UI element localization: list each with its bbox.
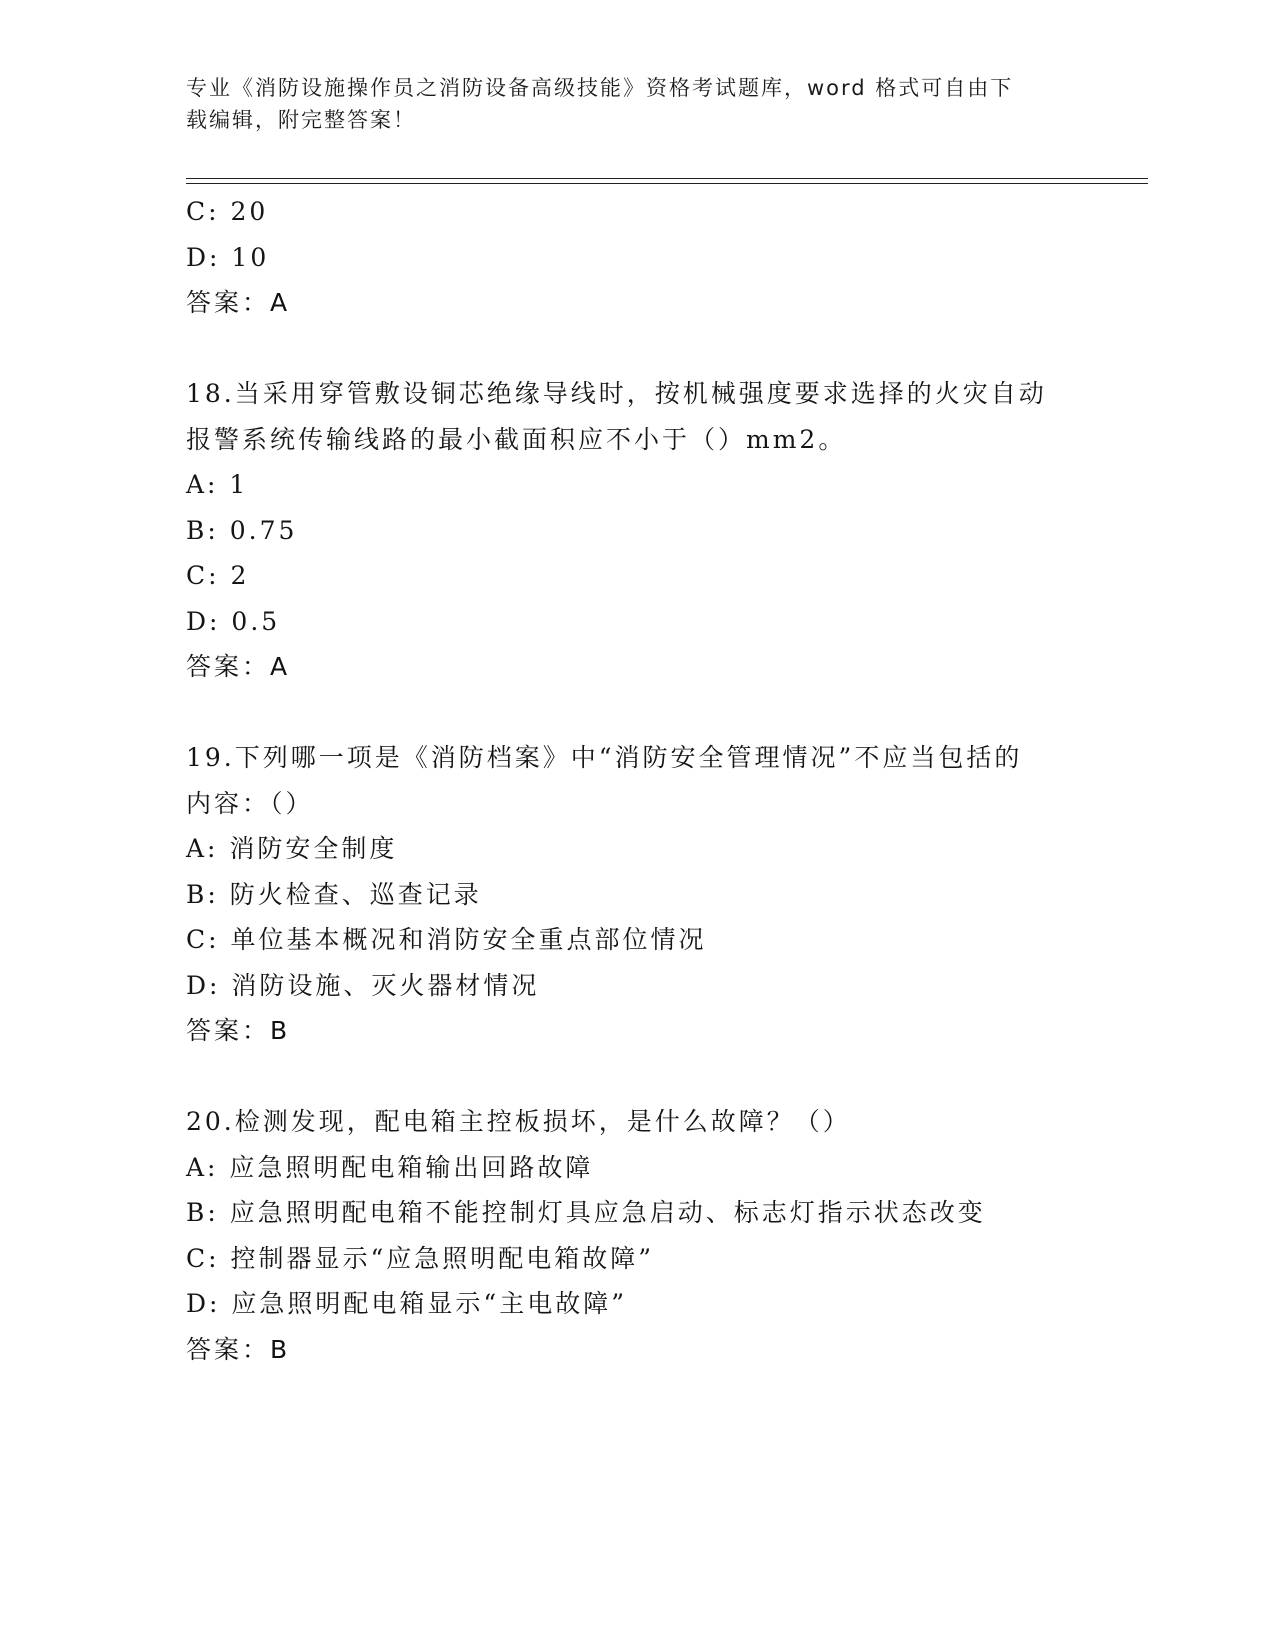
option-b: B: 防火检查、巡查记录 — [186, 879, 482, 909]
answer-line — [186, 1327, 1086, 1373]
option-d: D: 10 — [186, 242, 270, 272]
question-list — [186, 189, 1086, 1372]
question-18 — [186, 371, 1086, 690]
question-stem-line: 19.下列哪一项是《消防档案》中“消防安全管理情况”不应当包括的 — [186, 743, 1023, 772]
question-stem-line: 内容：（） — [186, 788, 314, 818]
answer-label: 答案： — [186, 652, 271, 681]
option-d: D: 0.5 — [186, 606, 281, 636]
question-20 — [186, 1099, 1086, 1372]
answer-value: B — [270, 1016, 289, 1045]
question-17-continued — [186, 189, 1086, 326]
answer-line — [186, 280, 1086, 326]
question-stem-line: 20.检测发现，配电箱主控板损坏，是什么故障？（） — [186, 1107, 851, 1136]
option-c: C: 单位基本概况和消防安全重点部位情况 — [186, 925, 707, 954]
option-b: B: 0.75 — [186, 515, 298, 545]
question-19 — [186, 735, 1086, 1054]
header-divider-top — [186, 178, 1148, 179]
answer-value: A — [270, 652, 289, 681]
question-stem-line: 报警系统传输线路的最小截面积应不小于（）mm2。 — [186, 424, 847, 454]
spacer — [186, 1054, 1086, 1100]
answer-line — [186, 644, 1086, 690]
option-b: B: 应急照明配电箱不能控制灯具应急启动、标志灯指示状态改变 — [186, 1198, 986, 1227]
answer-label: 答案： — [186, 1334, 271, 1364]
question-stem-line: 18.当采用穿管敷设铜芯绝缘导线时，按机械强度要求选择的火灾自动 — [186, 379, 1047, 408]
answer-label: 答案： — [186, 1016, 271, 1045]
option-c: C: 2 — [186, 561, 250, 590]
spacer — [186, 690, 1086, 736]
option-d: D: 应急照明配电箱显示“主电故障” — [186, 1289, 627, 1318]
option-c: C: 20 — [186, 197, 269, 226]
header-divider-bottom — [186, 183, 1148, 184]
header-line-2: 载编辑，附完整答案！ — [186, 108, 416, 132]
option-a: A: 1 — [186, 470, 249, 499]
option-a: A: 消防安全制度 — [186, 834, 398, 863]
answer-label: 答案： — [186, 288, 271, 317]
document-header — [186, 72, 1066, 136]
option-d: D: 消防设施、灭火器材情况 — [186, 970, 540, 1000]
answer-value: A — [270, 288, 289, 317]
option-c: C: 控制器显示“应急照明配电箱故障” — [186, 1243, 655, 1273]
option-a: A: 应急照明配电箱输出回路故障 — [186, 1152, 594, 1182]
answer-line — [186, 1008, 1086, 1054]
answer-value: B — [270, 1334, 289, 1364]
spacer — [186, 326, 1086, 372]
header-line-1: 专业《消防设施操作员之消防设备高级技能》资格考试题库，word 格式可自由下 — [186, 76, 1014, 100]
